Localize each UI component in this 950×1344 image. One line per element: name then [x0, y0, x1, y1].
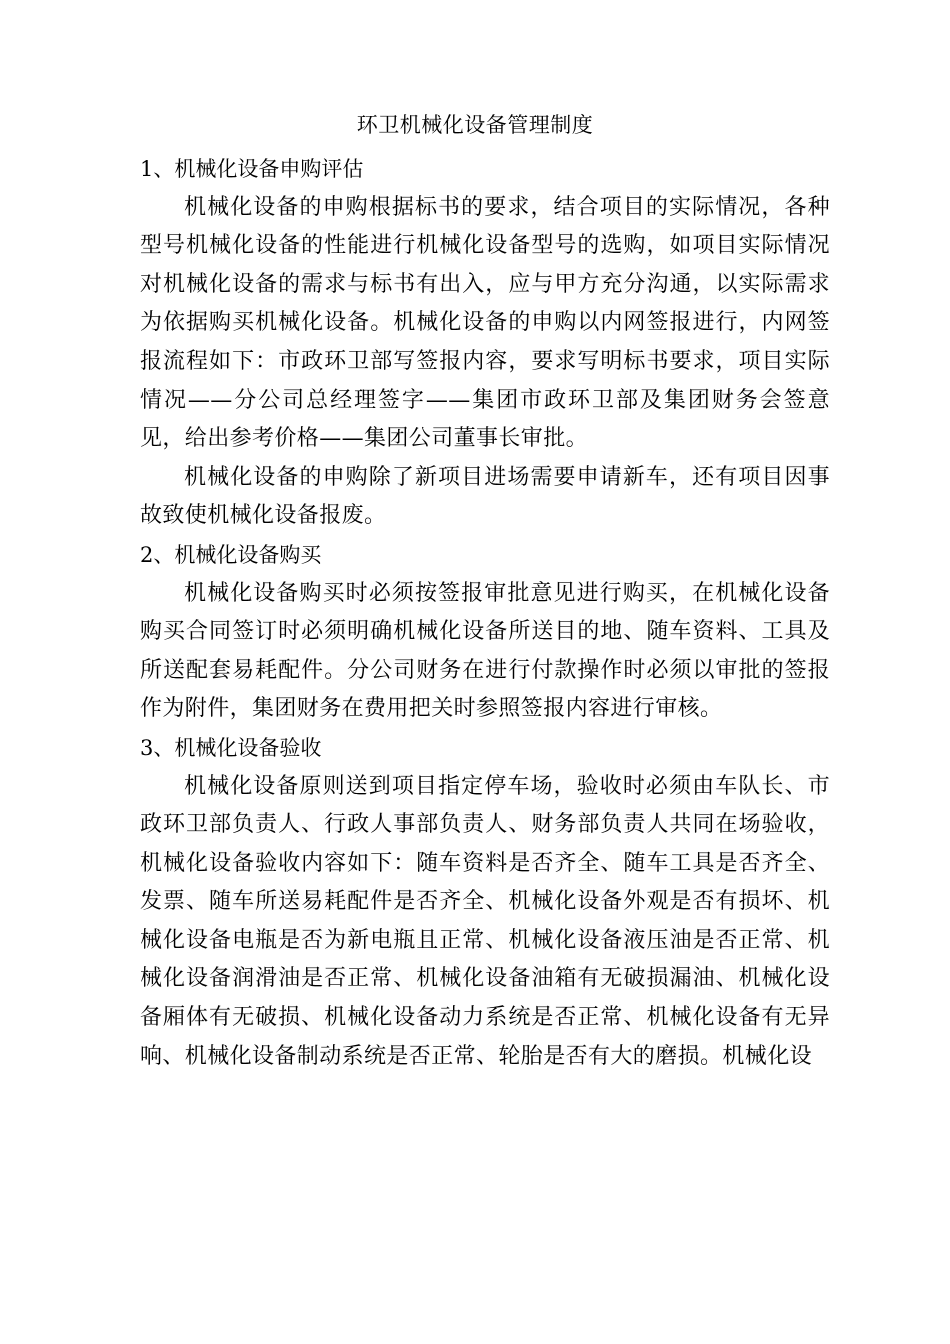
- section-heading-3: 3、机械化设备验收: [140, 735, 322, 760]
- document-title: 环卫机械化设备管理制度: [356, 113, 594, 137]
- section-heading-2: 2、机械化设备购买: [140, 542, 322, 567]
- section-2-paragraph-1: 机械化设备购买时必须按签报审批意见进行购买，在机械化设备购买合同签订时必须明确机械化设备所送目的地、随车资料、工具及所送配套易耗配件。分公司财务在进行付款操作时必须以审批的签报作为附件，集团财务在费用把关时参照签报内容进行审核。: [140, 580, 830, 722]
- section-heading-1: 1、机械化设备申购评估: [140, 157, 364, 181]
- section-1-paragraph-1: 机械化设备的申购根据标书的要求，结合项目的实际情况，各种型号机械化设备的性能进行机械化设备型号的选购，如项目实际情况对机械化设备的需求与标书有出入，应与甲方充分沟通，以实际需求为依据购买机械化设备。机械化设备的申购以内网签报进行，内网签报流程如下：市政环卫部写签报内容，要求写明标书要求，项目实际情况——分公司总经理签字——集团市政环卫部及集团财务会签意见，给出参考价格——集团公司董事长审批。: [140, 194, 830, 452]
- section-3-paragraph-1: 机械化设备原则送到项目指定停车场，验收时必须由车队长、市政环卫部负责人、行政人事部负责人、财务部负责人共同在场验收，机械化设备验收内容如下：随车资料是否齐全、随车工具是否齐全、发票、随车所送易耗配件是否齐全、机械化设备外观是否有损坏、机械化设备电瓶是否为新电瓶且正常、机械化设备液压油是否正常、机械化设备润滑油是否正常、机械化设备油箱有无破损漏油、机械化设备厢体有无破损、机械化设备动力系统是否正常、机械化设备有无异响、机械化设备制动系统是否正常、轮胎是否有大的磨损。机械化设: [140, 773, 830, 1069]
- section-1-paragraph-2: 机械化设备的申购除了新项目进场需要申请新车，还有项目因事故致使机械化设备报废。: [140, 464, 830, 529]
- document-body: [140, 150, 830, 1076]
